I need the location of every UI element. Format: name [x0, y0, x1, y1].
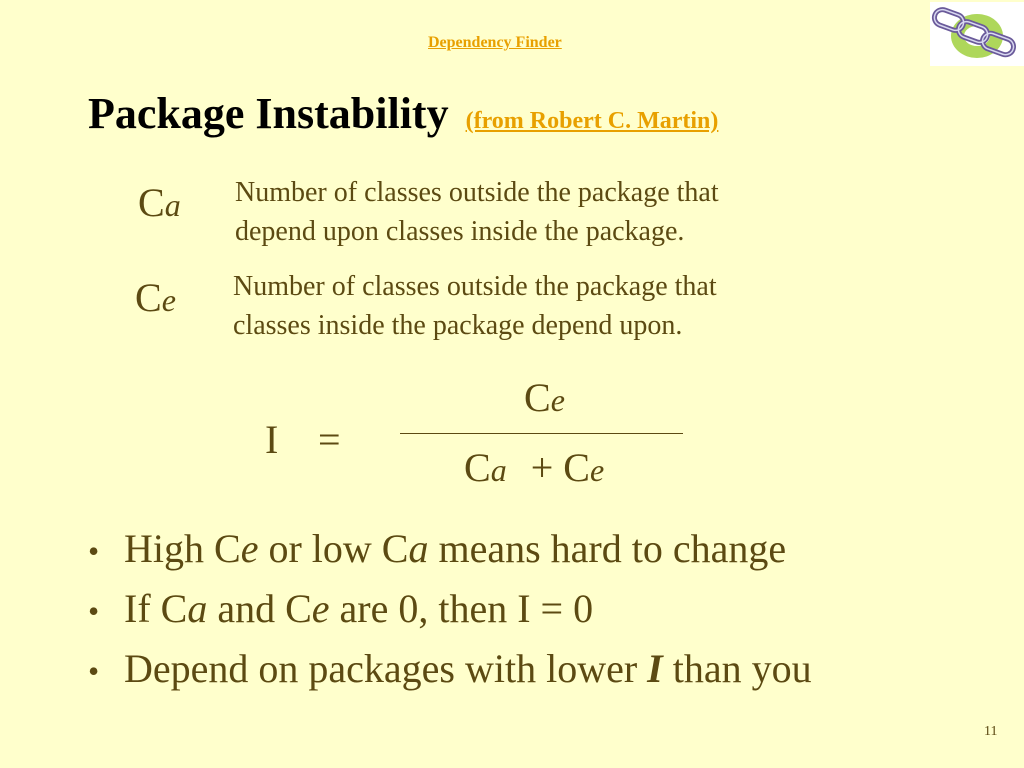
chain-links-logo-icon: [930, 2, 1024, 66]
title-main: Package Instability: [88, 89, 449, 138]
ca-symbol-sub: a: [164, 187, 181, 223]
bullet1-sub-a: a: [408, 526, 429, 571]
denominator-ce-sub: e: [589, 452, 605, 488]
ca-definition-line1: Number of classes outside the package that: [235, 177, 719, 208]
page-title: [88, 88, 718, 139]
formula-denominator: [464, 444, 604, 491]
ca-symbol-base: C: [138, 180, 165, 225]
list-item: [88, 580, 812, 640]
bullet2-text2: and C: [207, 586, 312, 631]
numerator-base: C: [524, 375, 551, 420]
ce-definition-line2: classes inside the package depend upon.: [233, 310, 683, 341]
bullet-list: [88, 520, 812, 700]
denominator-ca-sub: a: [490, 452, 507, 488]
bullet3-text2: than you: [662, 646, 812, 691]
bullet1-text3: means hard to change: [428, 526, 787, 571]
bullet2-text: If C: [124, 586, 188, 631]
ca-symbol: [138, 179, 181, 226]
bullet2-sub-e: e: [311, 586, 330, 631]
dependency-finder-link[interactable]: Dependency Finder: [428, 34, 562, 51]
ce-symbol-base: C: [135, 275, 162, 320]
bullet-dot: •: [88, 533, 100, 569]
fraction-line: [400, 433, 683, 434]
numerator-sub: e: [550, 382, 565, 418]
bullet3-text: Depend on packages with lower: [124, 646, 648, 691]
ce-definition: [233, 267, 717, 345]
formula-lhs: I: [265, 417, 279, 462]
bullet1-text: High C: [124, 526, 241, 571]
bullet2-sub-a: a: [187, 586, 208, 631]
bullet-dot: •: [88, 593, 100, 629]
denominator-ce-base: C: [563, 445, 590, 490]
bullet2-text3: are 0, then I = 0: [329, 586, 594, 631]
title-attribution-link[interactable]: (from Robert C. Martin): [465, 108, 719, 134]
ce-symbol: [135, 274, 176, 321]
formula-equals: =: [318, 417, 341, 462]
bullet1-text2: or low C: [258, 526, 409, 571]
denominator-plus: +: [530, 445, 554, 490]
bullet1-sub-e: e: [240, 526, 259, 571]
ce-symbol-sub: e: [161, 282, 176, 318]
bullet3-emphasis: I: [647, 646, 663, 691]
list-item: [88, 520, 812, 580]
ce-definition-line1: Number of classes outside the package that: [233, 271, 717, 302]
formula-numerator: [524, 374, 565, 421]
list-item: [88, 640, 812, 700]
ca-definition-line2: depend upon classes inside the package.: [235, 216, 685, 247]
bullet-dot: •: [88, 653, 100, 689]
page-number: 11: [984, 724, 998, 739]
ca-definition: [235, 173, 719, 251]
denominator-ca-base: C: [464, 445, 491, 490]
